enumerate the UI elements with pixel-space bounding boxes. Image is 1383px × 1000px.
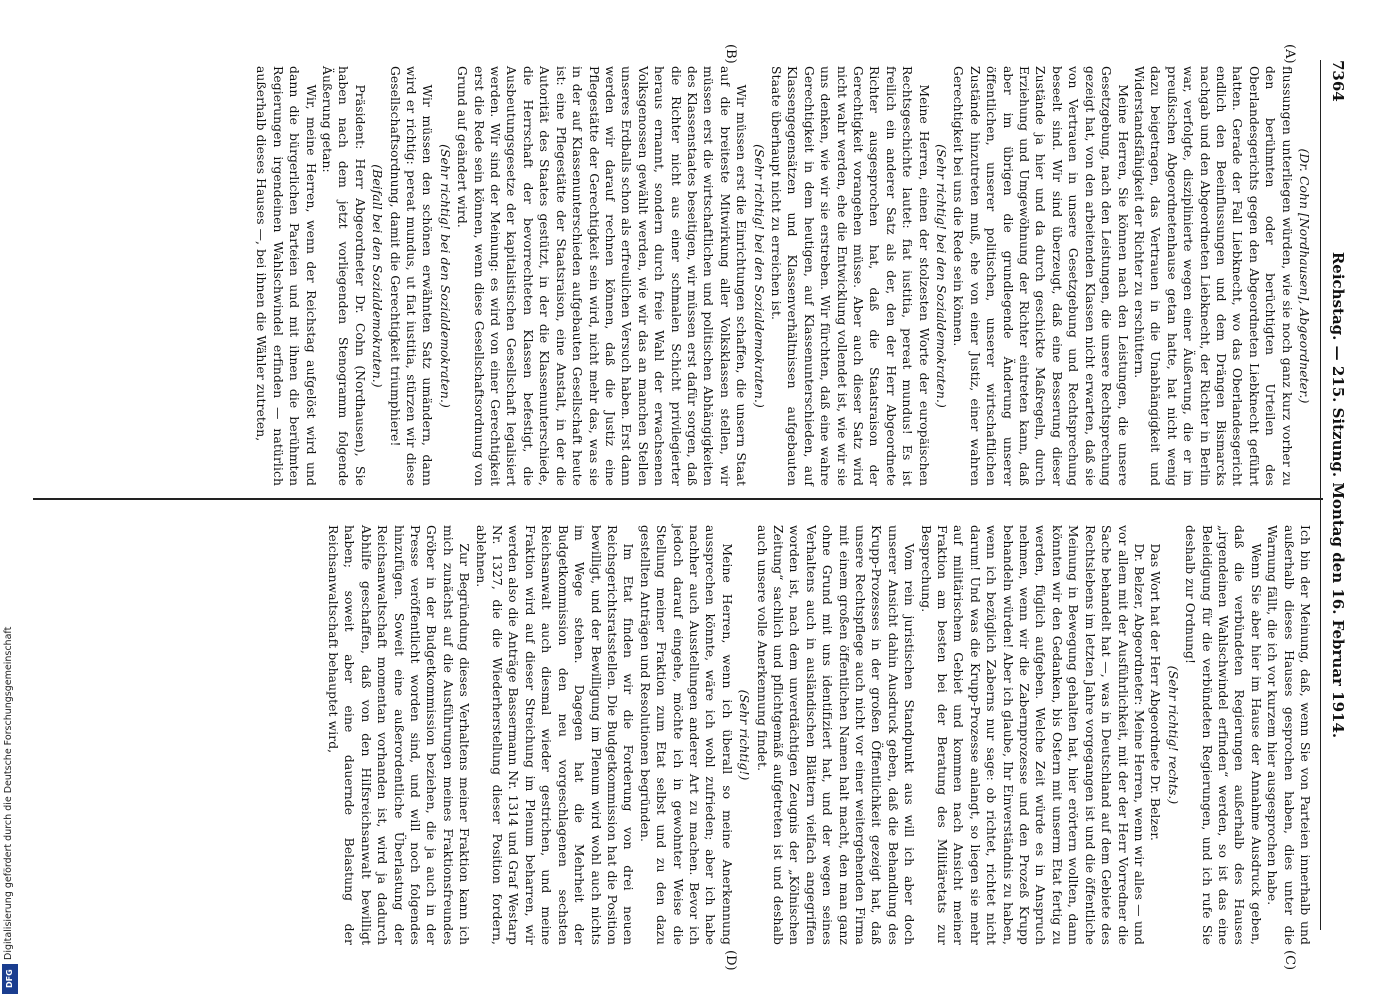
paragraph: Zur Begründung dieses Verhaltens meiner Fraktion kann ich mich zunächst auf die Ausführungen meines Fraktionsfreundes Gröber in der Budgetkommission beziehen, die ja auch in der Presse veröffentlicht worden sind, und will noch folgendes hinzufügen. Soweit eine außerordentliche Überlastung der Reichsanwaltschaft momentan vorhanden ist, wird ja dadurch Abhilfe geschaffen, daß von den Hilfsreichsanwalt bewilligt haben; soweit aber eine dauernde Belastung der Reichsanwaltschaft behauptet wird,: [326, 525, 472, 945]
paragraph: Wir, meine Herren, wenn der Reichstag aufgelöst wird und dann die bürgerlichen Parteien und mit ihnen die berühmten Regierungen irgendeinen Wahlschwindel erfinden — natürlich außerhalb dieses Hauses —, bei ihnen die Wähler zutreten,: [254, 66, 318, 486]
paragraph: Das Wort hat der Herr Abgeordnete Dr. Belzer.: [1148, 543, 1163, 842]
interjection: (Sehr richtig! bei den Sozialdemokraten.): [437, 144, 452, 408]
paragraph: Präsident: Herr Abgeordneter Dr. Cohn (Nordhausen), Sie haben nach dem jetzt vorliegenden Stenogramm folgende Äußerung getan:: [320, 66, 367, 486]
paragraph: flussungen unterliegen würden, wie sie noch ganz kurz vorher zu den berühmten oder berüchtigten Urteilen des Oberlandesgerichts gegen den Abgeordneten Liebknecht geführt hatten. Gerade der Fall Liebknecht, wo das Oberlandesgericht endlich den Beeinflussungen und dem Drängen Bismarcks nachgab und den Abgeordneten Liebknecht, der Richter in Berlin war, verfolgte, disziplinierte wegen einer Äußerung, die er im preußischen Abgeordnetenhause getan hatte, hat nicht wenig dazu beigetragen, das Vertrauen in die Unabhängigkeit und Widerstandsfähigkeit der Richter zu erschüttern.: [1131, 66, 1294, 486]
marker-a: (A): [1282, 44, 1297, 64]
paragraph: Wenn Sie aber hier im Hause der Annahme Ausdruck geben, daß die verbündeten Regierungen außerhalb des Hauses „irgendeinen Wahlschwindel erfinden“ werden, so ist das eine Beleidigung für die verbündeten Regierungen, und ich rufe Sie deshalb zur Ordnung!: [1183, 525, 1263, 945]
paragraph: Wir müssen erst die Einrichtungen schaffen, die unsern Staat auf die breiteste Mitwirkung aller Volksklassen stellen, wir müssen erst die wirtschaftlichen und politischen Abhängigkeiten des Klassenstaates beseitigen, wir müssen erst dafür sorgen, daß die Richter nicht aus einer schmalen Schicht privilegierter heraus ernannt, sondern durch freie Wahl der erwachsenen Volksgenossen gewählt werden, wie wir das an manchen Stellen unseres Erdballs schon als erfreulichen Versuch haben. Erst dann werden wir darauf rechnen können, daß die Justiz eine Pflegestätte der Gerechtigkeit sein wird, nicht mehr das, was sie in der auf Klassenunterschieden aufgebauten Gesellschaft heute ist: eine Pflegestätte der Staatsraison, eine Anstalt, in der die Autorität des Staates gestützt, in der die Klassenunterschiede, die Herrschaft der bevorrechteten Klassen befestigt, die Ausbeutungsgesetze der kapitalistischen Gesellschaft legalisiert werden. Wir sind der Meinung: es wird von einer Gerechtigkeit erst die Rede sein können, wenn diese Gesellschaftsordnung von Grund auf geändert wird.: [455, 66, 749, 486]
marker-c: (C): [1282, 950, 1297, 971]
page-number: 7364: [1329, 60, 1347, 102]
paragraph: Meine Herren, einen der stolzesten Worte der europäischen Rechtsgeschichte lautet: fiat iustitia, pereat mundus! Es ist freilich ein anderer Satz als der, den der Herr Abgeordnete Richter ausgesprochen hat, daß die Staatsraison der Gerechtigkeit vorangehen müsse. Aber auch dieser Satz wird nicht wahr werden, ehe die Entwicklung vollendet ist, wie wir sie uns denken, wie wir sie erstreben. Wir fürchten, daß eine wahre Gerechtigkeit in dem heutigen, auf Klassenunterschieden, auf Klassengegensätzen und Klassenverhältnissen aufgebauten Staate überhaupt nicht zu erreichen ist.: [769, 66, 931, 486]
interjection: (Sehr richtig!): [737, 689, 752, 781]
marker-d: (D): [723, 950, 738, 971]
paragraph: Wir müssen den schönen erwähnten Satz umändern, dann wird er richtig: pereat mundus, ut fiat iustitia, stürzen wir diese Gesellschaftsordnung, damit die Gerechtigkeit triumphiere!: [387, 66, 435, 486]
left-column: [253, 66, 1313, 486]
dfg-logo: DFG: [2, 964, 18, 994]
interjection: (Sehr richtig! bei den Sozialdemokraten.): [751, 144, 766, 408]
interjection: (Beifall bei den Sozialdemokraten.): [370, 164, 385, 388]
speaker-note: (Dr. Cohn [Nordhausen], Abgeordneter.): [1297, 148, 1311, 404]
marker-b: (B): [723, 44, 738, 64]
page-title: Reichstag. — 215. Sitzung. Montag den 16. Februar 1914.: [1329, 251, 1347, 739]
paragraph: Ich bin der Meinung, daß, wenn Sie von Parteien innerhalb und außerhalb dieses Hauses gesprochen haben, dies unter die Warnung fällt, die ich vor kurzem hier ausgesprochen habe.: [1265, 525, 1312, 945]
right-column: [325, 525, 1313, 945]
paragraph: Meine Herren, wenn ich überall so meine Anerkennung aussprechen könnte, wäre ich wohl zufrieden; aber ich habe nachher auch Ausstellungen anderer Art zu machen. Bevor ich jedoch darauf eingehe, möchte ich in gewohnter Weise die Stellung meiner Fraktion zum Etat selbst und zu den dazu gestellten Anträgen und Resolutionen begründen.: [637, 525, 734, 945]
paragraph: Vom rein juristischen Standpunkt aus will ich aber doch unserer Ansicht dahin Ausdruck geben, daß die Behandlung des Krupp-Prozesses in der großen Öffentlichkeit gezeigt hat, daß unsere Rechtspflege auch nicht vor einer weitergehenden Firma mit einem großen öffentlichen Namen halt macht, den man ganz ohne Grund mit uns identifiziert hat, und der wegen seines Verhaltens auch in ausländischen Blättern vielfach angegriffen worden ist, nach dem unverdächtigen Zeugnis der „Kölnischen Zeitung“ sachlich und pflichtgemäß aufgetreten ist und deshalb auch unsere volle Anerkennung findet.: [754, 525, 917, 945]
side-credit-text: Digitalisierung gefördert durch die Deutsche Forschungsgemeinschaft: [3, 626, 14, 960]
interjection: (Sehr richtig! rechts.): [1165, 665, 1180, 805]
header-rule: [1320, 60, 1321, 930]
interjection: (Sehr richtig! bei den Sozialdemokraten.): [934, 144, 949, 408]
column-divider: [33, 498, 1323, 500]
page-header: [1323, 60, 1353, 930]
paragraph: Dr. Belzer, Abgeordneter: Meine Herren, wenn wir alles — und vor allem mit der Ausführlichkeit, mit der der Herr Vorredner die Sache behandelt hat —, was in Deutschland auf dem Gebiete des Rechtslebens im letzten Jahre vorgegangen ist und die öffentliche Meinung in Bewegung gehalten hat, hier erörtern wollten, dann könnten wir den Gedanken, bis Ostern mit unserm Etat fertig zu werden, füglich aufgeben. Welche Zeit würde es in Anspruch nehmen, wenn wir die Zabernprozesse und den Prozeß Krupp behandeln würden! Aber ich glaube, Ihr Einverständnis zu haben, wenn ich bezüglich Zaberns nur sage: ob richtet, richtet nicht darum! Und was die Krupp-Prozesse anlangt, so liegen sie mehr auf militärischem Gebiet und kommen nach Ansicht meiner Fraktion am besten bei der Beratung des Militäretats zur Besprechung.: [918, 525, 1146, 945]
paragraph: Meine Herren, Sie können nach den Leistungen, die unsere Gesetzgebung, nach den Leistungen, die unsere Rechtsprechung gezeigt hat, von den arbeitenden Klassen nicht erwarten, daß sie von Vertrauen in unsere Gesetzgebung und Rechtsprechung beseelt sind. Wir sind überzeugt, daß eine Besserung dieser Zustände ja hier und da durch geschickte Maßregeln, durch Erziehung und Umgewöhnung der Richter eintreten kann, daß aber im übrigen die grundlegende Änderung unserer öffentlichen, unserer politischen, unserer wirtschaftlichen Zustände hinzutreten muß, ehe von einer Justiz, einer wahren Gerechtigkeit bei uns die Rede sein können.: [951, 66, 1130, 486]
paragraph: Im Etat finden wir die Forderung von drei neuen Reichsgerichtsratsstellen. Die Budgetkommission hat die Position bewilligt, und der Bewilligung im Plenum wird wohl auch nichts im Wege stehen. Dagegen hat die Mehrheit der Budgetkommission den neu vorgeschlagenen sechsten Reichsanwalt auch diesmal wieder gestrichen, und meine Fraktion wird auf dieser Streichung im Plenum beharren, wir werden also die Anträge Bassermann Nr. 1314 und Graf Westarp Nr. 1327, die die Wiederherstellung dieser Position fordern, ablehnen.: [473, 525, 636, 945]
